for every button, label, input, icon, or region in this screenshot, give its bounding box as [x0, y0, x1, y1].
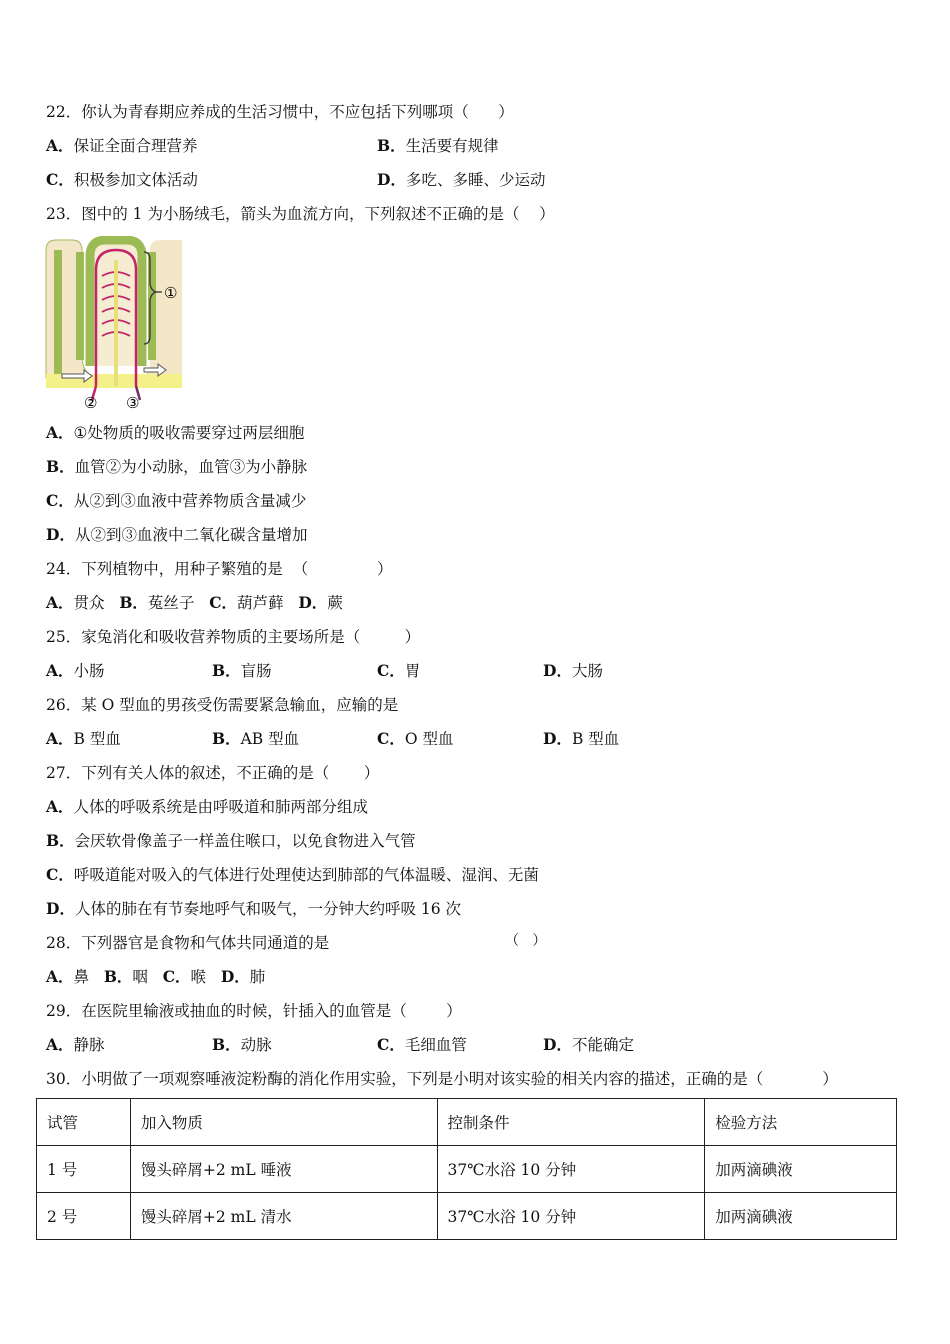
q22-stem: 22．你认为青春期应养成的生活习惯中，不应包括下列哪项（ ） [46, 103, 514, 121]
experiment-table [36, 1098, 897, 1240]
q25-stem: 25．家兔消化和吸收营养物质的主要场所是（ ） [46, 628, 421, 646]
q28-stem: 28．下列器官是食物和气体共同通道的是 [46, 934, 330, 952]
table-cell: 加两滴碘液 [705, 1193, 897, 1240]
table-cell: 37℃水浴 10 分钟 [437, 1146, 705, 1193]
table-cell: 加两滴碘液 [705, 1146, 897, 1193]
figure-label-1: ① [164, 284, 178, 302]
q23-option-d: D．从②到③血液中二氧化碳含量增加 [46, 525, 308, 544]
table-cell: 37℃水浴 10 分钟 [437, 1193, 705, 1240]
q27-stem: 27．下列有关人体的叙述，不正确的是（ ） [46, 764, 380, 782]
q28-answer-paren: （ ） [505, 933, 547, 949]
figure-label-2: ② [84, 394, 98, 412]
q23-stem: 23．图中的 1 为小肠绒毛，箭头为血流方向，下列叙述不正确的是（ ） [46, 205, 555, 223]
table-header-cell: 加入物质 [130, 1099, 437, 1146]
q26-option-d: D．B 型血 [543, 729, 620, 748]
q30-stem: 30．小明做了一项观察唾液淀粉酶的消化作用实验，下列是小明对该实验的相关内容的描述，正确的是（ ） [46, 1070, 838, 1088]
q23-option-a: A．①处物质的吸收需要穿过两层细胞 [46, 423, 305, 442]
table-cell: 馒头碎屑+2 mL 唾液 [130, 1146, 437, 1193]
q27-option-a: A．人体的呼吸系统是由呼吸道和肺两部分组成 [46, 797, 369, 816]
q25-option-a: A．小肠 [46, 661, 105, 680]
q27-option-c: C．呼吸道能对吸入的气体进行处理使达到肺部的气体温暖、湿润、无菌 [46, 865, 539, 884]
q27-option-d: D．人体的肺在有节奏地呼气和吸气，一分钟大约呼吸 16 次 [46, 899, 462, 918]
q22-option-a: A．保证全面合理营养 [46, 136, 198, 155]
table-row [37, 1146, 897, 1193]
table-header-cell: 控制条件 [437, 1099, 705, 1146]
q25-option-c: C．胃 [377, 661, 421, 680]
table-header-cell: 检验方法 [705, 1099, 897, 1146]
q29-option-d: D．不能确定 [543, 1035, 634, 1054]
table-cell: 馒头碎屑+2 mL 清水 [130, 1193, 437, 1240]
q23-option-b: B．血管②为小动脉，血管③为小静脉 [46, 457, 308, 476]
q26-option-b: B．AB 型血 [212, 729, 300, 748]
figure-label-3: ③ [126, 394, 140, 412]
q23-option-c: C．从②到③血液中营养物质含量减少 [46, 491, 307, 510]
q29-option-a: A．静脉 [46, 1035, 105, 1054]
q25-option-b: B．盲肠 [212, 661, 272, 680]
q22-option-d: D．多吃、多睡、少运动 [377, 170, 546, 189]
q28-options: A．鼻 B．咽 C．喉 D．肺 [46, 967, 266, 986]
q29-option-b: B．动脉 [212, 1035, 272, 1054]
table-row [37, 1193, 897, 1240]
q26-option-c: C．O 型血 [377, 729, 454, 748]
q26-option-a: A．B 型血 [46, 729, 121, 748]
q27-option-b: B．会厌软骨像盖子一样盖住喉口，以免食物进入气管 [46, 831, 416, 850]
q29-stem: 29．在医院里输液或抽血的时候，针插入的血管是（ ） [46, 1002, 462, 1020]
table-header-cell: 试管 [37, 1099, 131, 1146]
table-header-row [37, 1099, 897, 1146]
q26-stem: 26．某 O 型血的男孩受伤需要紧急输血，应输的是 [46, 696, 399, 714]
table-cell: 1 号 [37, 1146, 131, 1193]
q29-option-c: C．毛细血管 [377, 1035, 467, 1054]
table-cell: 2 号 [37, 1193, 131, 1240]
intestinal-villus-figure [44, 236, 184, 412]
q22-option-c: C．积极参加文体活动 [46, 170, 198, 189]
q22-option-b: B．生活要有规律 [377, 136, 499, 155]
q24-options: A．贯众 B．菟丝子 C．葫芦藓 D．蕨 [46, 593, 343, 612]
q24-stem: 24．下列植物中，用种子繁殖的是 （ ） [46, 560, 393, 578]
q25-option-d: D．大肠 [543, 661, 603, 680]
